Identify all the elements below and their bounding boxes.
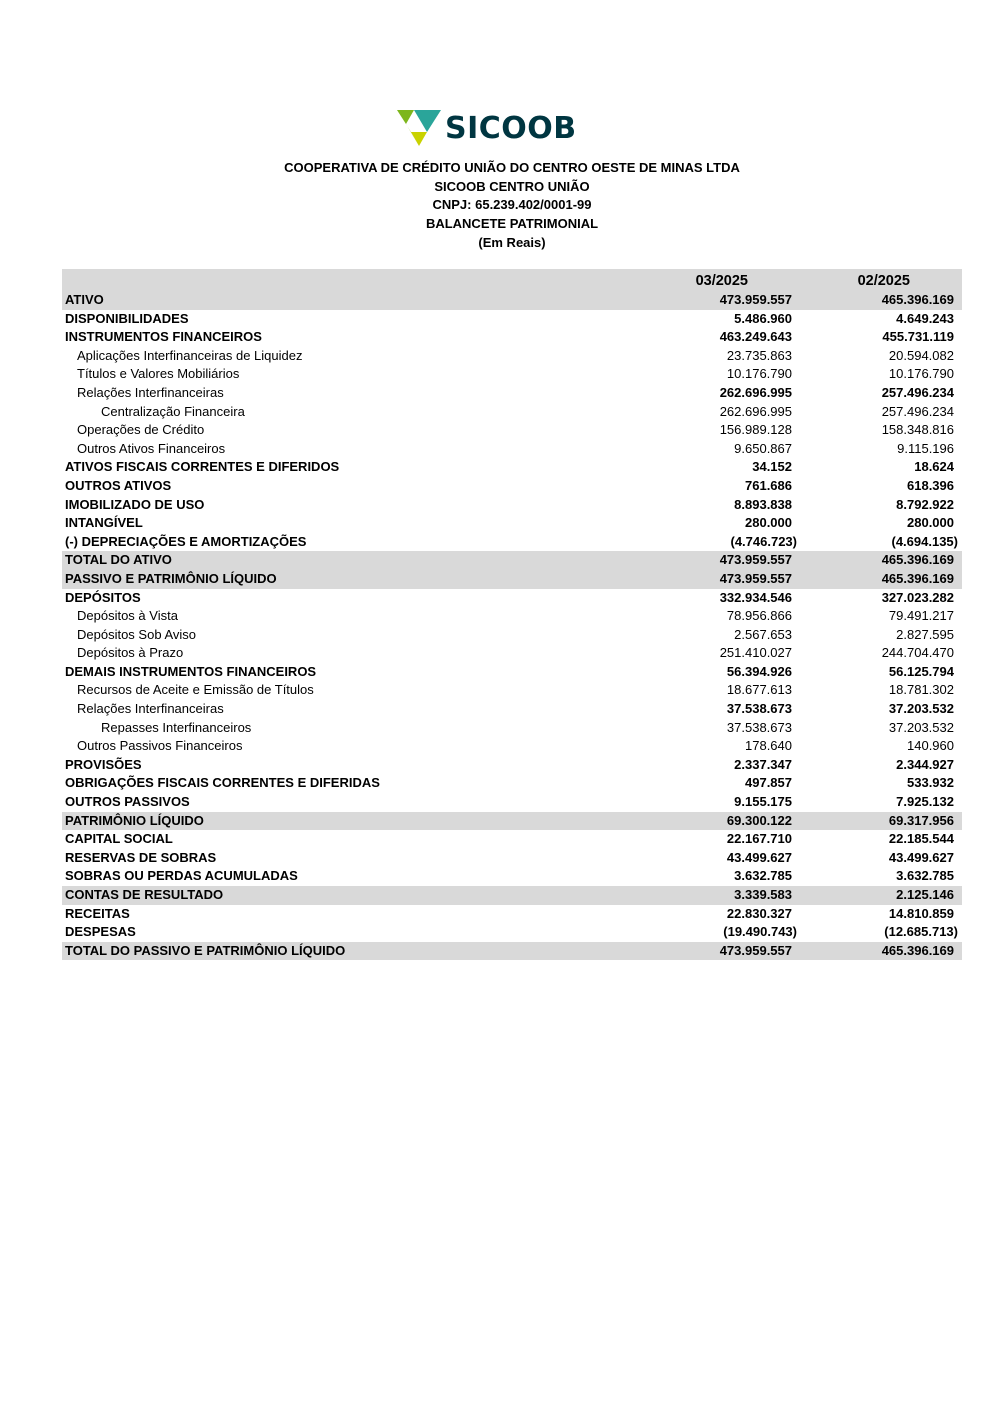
row-label: Depósitos à Prazo <box>77 645 184 661</box>
row-label: CONTAS DE RESULTADO <box>65 887 224 902</box>
value-current: 10.176.790 <box>726 366 792 382</box>
value-current: 280.000 <box>745 515 792 531</box>
value-previous: 79.491.217 <box>888 608 954 624</box>
table-row <box>62 347 962 366</box>
value-current: 761.686 <box>745 477 792 493</box>
row-label: RECEITAS <box>65 905 130 921</box>
row-label: OUTROS PASSIVOS <box>65 794 190 810</box>
table-row <box>62 942 962 961</box>
row-label: Centralização Financeira <box>101 403 245 419</box>
value-previous: 22.185.544 <box>888 831 954 847</box>
value-current: 9.155.175 <box>734 794 792 810</box>
value-previous: 37.203.532 <box>888 701 954 717</box>
value-current: 18.677.613 <box>726 682 792 698</box>
value-previous: 18.624 <box>914 459 954 475</box>
row-label: SOBRAS OU PERDAS ACUMULADAS <box>65 868 298 884</box>
table-row <box>62 830 962 849</box>
table-row <box>62 886 962 905</box>
value-previous: 37.203.532 <box>888 719 954 735</box>
table-row <box>62 384 962 403</box>
trade-name: SICOOB CENTRO UNIÃO <box>434 178 590 194</box>
table-row <box>62 719 962 738</box>
table-row <box>62 421 962 440</box>
table-row <box>62 365 962 384</box>
value-previous: 244.704.470 <box>881 645 954 661</box>
table-row <box>62 644 962 663</box>
logo-wordmark: SICOOB <box>445 111 577 146</box>
row-label: DESPESAS <box>65 924 136 940</box>
table-row <box>62 570 962 589</box>
value-current: 43.499.627 <box>726 849 792 865</box>
value-previous: 2.125.146 <box>896 887 954 902</box>
table-row <box>62 756 962 775</box>
value-previous: 533.932 <box>907 775 954 791</box>
table-row <box>62 291 962 310</box>
value-previous: 43.499.627 <box>888 849 954 865</box>
value-previous: 280.000 <box>907 515 954 531</box>
value-current: 497.857 <box>745 775 792 791</box>
value-current: 5.486.960 <box>734 310 792 326</box>
value-current: 332.934.546 <box>719 589 792 605</box>
table-row <box>62 496 962 515</box>
row-label: Outros Ativos Financeiros <box>77 440 226 456</box>
value-current: 22.830.327 <box>726 905 792 921</box>
table-row <box>62 403 962 422</box>
value-current: 473.959.557 <box>719 292 792 307</box>
row-label: Títulos e Valores Mobiliários <box>77 366 240 382</box>
value-previous: 8.792.922 <box>896 496 954 512</box>
value-current: 473.959.557 <box>719 570 792 586</box>
value-previous: 465.396.169 <box>881 570 954 586</box>
value-current: 78.956.866 <box>726 608 792 624</box>
row-label: RESERVAS DE SOBRAS <box>65 849 217 865</box>
table-row <box>62 737 962 756</box>
value-previous: (4.694.135) <box>891 533 958 549</box>
table-row <box>62 514 962 533</box>
value-previous: 69.317.956 <box>888 812 954 828</box>
value-current: 156.989.128 <box>719 422 792 438</box>
table-row <box>62 700 962 719</box>
value-previous: (12.685.713) <box>884 924 958 940</box>
value-current: 56.394.926 <box>726 663 792 679</box>
value-current: (4.746.723) <box>730 533 797 549</box>
table-row <box>62 440 962 459</box>
company-name: COOPERATIVA DE CRÉDITO UNIÃO DO CENTRO OESTE DE MINAS LTDA <box>284 160 740 175</box>
row-label: DEMAIS INSTRUMENTOS FINANCEIROS <box>65 663 317 679</box>
value-current: 8.893.838 <box>734 496 792 512</box>
value-previous: 4.649.243 <box>896 310 954 326</box>
value-previous: 158.348.816 <box>881 422 954 438</box>
value-current: 262.696.995 <box>719 384 792 400</box>
value-current: 69.300.122 <box>726 812 792 828</box>
value-previous: 56.125.794 <box>888 663 954 679</box>
table-row <box>62 551 962 570</box>
row-label: Recursos de Aceite e Emissão de Títulos <box>77 682 314 698</box>
column-header-previous: 02/2025 <box>857 273 910 289</box>
value-previous: 257.496.234 <box>881 384 954 400</box>
table-row <box>62 812 962 831</box>
sicoob-logo <box>397 108 587 150</box>
value-current: 463.249.643 <box>719 329 792 345</box>
row-label: Outros Passivos Financeiros <box>77 738 243 754</box>
row-label: Relações Interfinanceiras <box>77 701 224 717</box>
value-current: 34.152 <box>752 459 792 475</box>
table-header-row <box>62 269 962 291</box>
table-row <box>62 607 962 626</box>
column-header-current: 03/2025 <box>695 273 748 289</box>
table-row <box>62 905 962 924</box>
value-previous: 2.344.927 <box>896 756 954 772</box>
table-row <box>62 681 962 700</box>
row-label: DISPONIBILIDADES <box>65 310 189 326</box>
value-current: 22.167.710 <box>726 831 792 847</box>
row-label: TOTAL DO ATIVO <box>65 552 172 568</box>
row-label: PASSIVO E PATRIMÔNIO LÍQUIDO <box>65 570 277 586</box>
value-previous: 140.960 <box>907 738 954 754</box>
value-previous: 14.810.859 <box>888 905 954 921</box>
table-row <box>62 867 962 886</box>
row-label: PROVISÕES <box>65 756 142 772</box>
currency-unit: (Em Reais) <box>478 234 546 250</box>
value-previous: 18.781.302 <box>888 682 954 698</box>
value-current: 37.538.673 <box>726 719 792 735</box>
row-label: OBRIGAÇÕES FISCAIS CORRENTES E DIFERIDAS <box>65 775 380 791</box>
table-row <box>62 310 962 329</box>
row-label: INSTRUMENTOS FINANCEIROS <box>65 329 262 345</box>
value-current: 9.650.867 <box>734 440 792 456</box>
table-row <box>62 626 962 645</box>
row-label: INTANGÍVEL <box>65 515 143 531</box>
row-label: Depósitos Sob Aviso <box>77 626 196 642</box>
row-label: Depósitos à Vista <box>77 608 178 624</box>
row-label: OUTROS ATIVOS <box>65 477 172 493</box>
row-label: CAPITAL SOCIAL <box>65 831 173 847</box>
value-current: 262.696.995 <box>719 403 792 419</box>
value-current: 473.959.557 <box>719 552 792 568</box>
row-label: ATIVO <box>65 292 104 307</box>
value-previous: 465.396.169 <box>881 552 954 568</box>
value-current: 3.339.583 <box>734 887 792 902</box>
table-row <box>62 477 962 496</box>
value-previous: 10.176.790 <box>888 366 954 382</box>
cnpj: CNPJ: 65.239.402/0001-99 <box>432 197 592 213</box>
value-previous: 7.925.132 <box>896 794 954 810</box>
value-current: 2.337.347 <box>734 756 792 772</box>
row-label: Operações de Crédito <box>77 422 205 438</box>
row-label: PATRIMÔNIO LÍQUIDO <box>65 812 204 828</box>
value-previous: 618.396 <box>907 477 954 493</box>
report-title: BALANCETE PATRIMONIAL <box>425 216 599 232</box>
table-row <box>62 589 962 608</box>
row-label: (-) DEPRECIAÇÕES E AMORTIZAÇÕES <box>65 533 307 549</box>
table-row <box>62 849 962 868</box>
value-current: (19.490.743) <box>723 924 797 940</box>
table-row <box>62 328 962 347</box>
table-row <box>62 923 962 942</box>
table-row <box>62 533 962 552</box>
row-label: Aplicações Interfinanceiras de Liquidez <box>77 347 303 363</box>
value-previous: 327.023.282 <box>881 589 954 605</box>
row-label: IMOBILIZADO DE USO <box>65 496 205 512</box>
value-previous: 465.396.169 <box>881 292 954 307</box>
row-label: Repasses Interfinanceiros <box>101 719 252 735</box>
balance-sheet-table <box>62 269 962 960</box>
sicoob-logo-icon <box>397 110 441 148</box>
table-row <box>62 793 962 812</box>
value-previous: 20.594.082 <box>888 347 954 363</box>
value-previous: 9.115.196 <box>897 440 954 456</box>
row-label: DEPÓSITOS <box>65 589 141 605</box>
value-current: 251.410.027 <box>719 645 792 661</box>
value-current: 37.538.673 <box>726 701 792 717</box>
value-current: 3.632.785 <box>734 868 792 884</box>
value-previous: 2.827.595 <box>896 626 954 642</box>
value-previous: 455.731.119 <box>882 329 954 345</box>
value-current: 23.735.863 <box>726 347 792 363</box>
row-label: TOTAL DO PASSIVO E PATRIMÔNIO LÍQUIDO <box>65 942 346 958</box>
row-label: ATIVOS FISCAIS CORRENTES E DIFERIDOS <box>65 459 340 475</box>
value-current: 178.640 <box>745 738 792 754</box>
value-current: 473.959.557 <box>719 942 792 958</box>
table-row <box>62 663 962 682</box>
value-previous: 257.496.234 <box>881 403 954 419</box>
table-row <box>62 774 962 793</box>
row-label: Relações Interfinanceiras <box>77 384 224 400</box>
report-header <box>0 159 1000 253</box>
value-previous: 3.632.785 <box>896 868 954 884</box>
value-current: 2.567.653 <box>734 626 792 642</box>
value-previous: 465.396.169 <box>881 942 954 958</box>
table-row <box>62 458 962 477</box>
